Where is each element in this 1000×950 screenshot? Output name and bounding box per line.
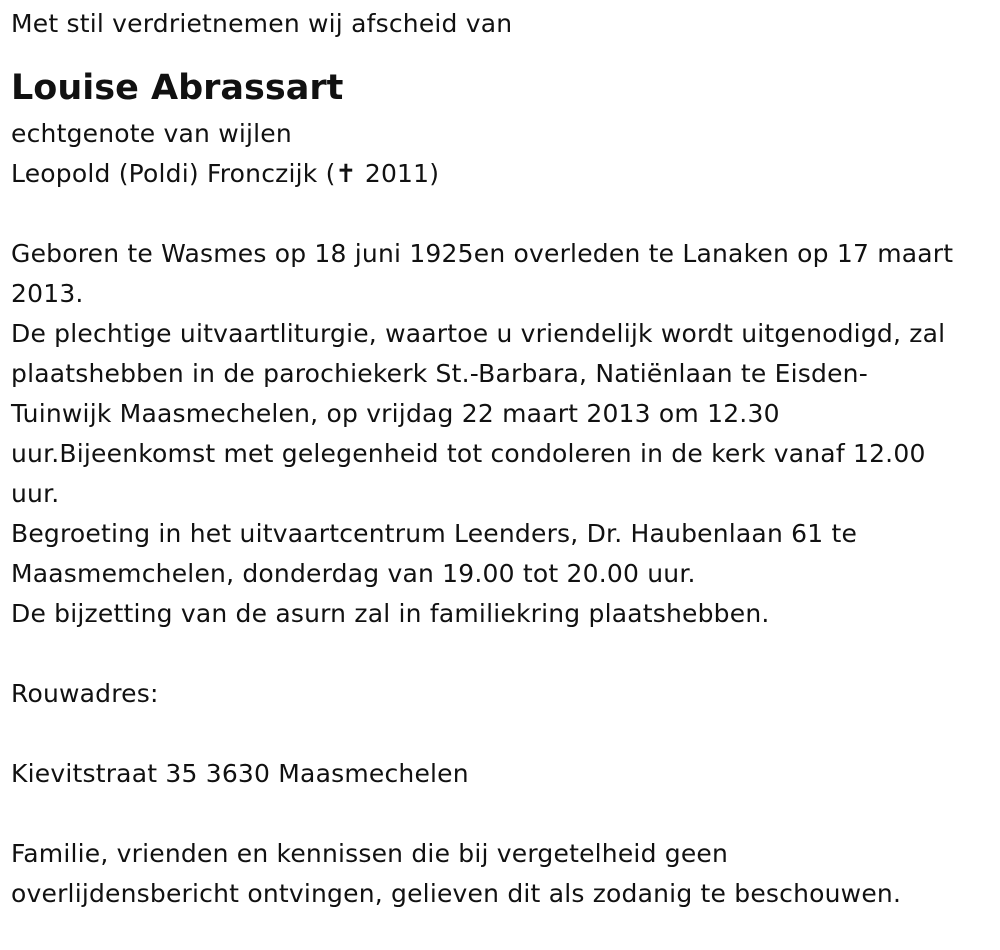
spouse-name: Leopold (Poldi) Fronczijk (✝ 2011) — [11, 159, 440, 188]
deceased-name: Louise Abrassart — [11, 68, 344, 108]
intro-text: Met stil verdrietnemen wij afscheid van — [11, 9, 513, 38]
body-line: Geboren te Wasmes op 18 juni 1925en overleden te Lanaken op 17 maart — [11, 239, 954, 268]
body-line: Tuinwijk Maasmechelen, op vrijdag 22 maart 2013 om 12.30 — [11, 399, 780, 428]
body-line: uur.Bijeenkomst met gelegenheid tot condoleren in de kerk vanaf 12.00 — [11, 439, 926, 468]
body-line: Maasmemchelen, donderdag van 19.00 tot 20.00 uur. — [11, 559, 696, 588]
address-label: Rouwadres: — [11, 679, 159, 708]
body-line: 2013. — [11, 279, 84, 308]
body-line: De bijzetting van de asurn zal in familiekring plaatshebben. — [11, 599, 770, 628]
spacer — [11, 194, 1000, 234]
spouse-text: echtgenote van wijlen — [11, 119, 292, 148]
spacer — [11, 794, 1000, 834]
mourning-address: Kievitstraat 35 3630 Maasmechelen — [11, 759, 469, 788]
closing-line: overlijdensbericht ontvingen, gelieven dit als zodanig te beschouwen. — [11, 879, 902, 908]
spacer — [11, 714, 1000, 754]
body-line: uur. — [11, 479, 60, 508]
closing-line: Familie, vrienden en kennissen die bij vergetelheid geen — [11, 839, 729, 868]
body-line: De plechtige uitvaartliturgie, waartoe u vriendelijk wordt uitgenodigd, zal — [11, 319, 946, 348]
body-line: plaatshebben in de parochiekerk St.-Barbara, Natiënlaan te Eisden- — [11, 359, 868, 388]
body-line: Begroeting in het uitvaartcentrum Leenders, Dr. Haubenlaan 61 te — [11, 519, 858, 548]
spacer — [11, 634, 1000, 674]
